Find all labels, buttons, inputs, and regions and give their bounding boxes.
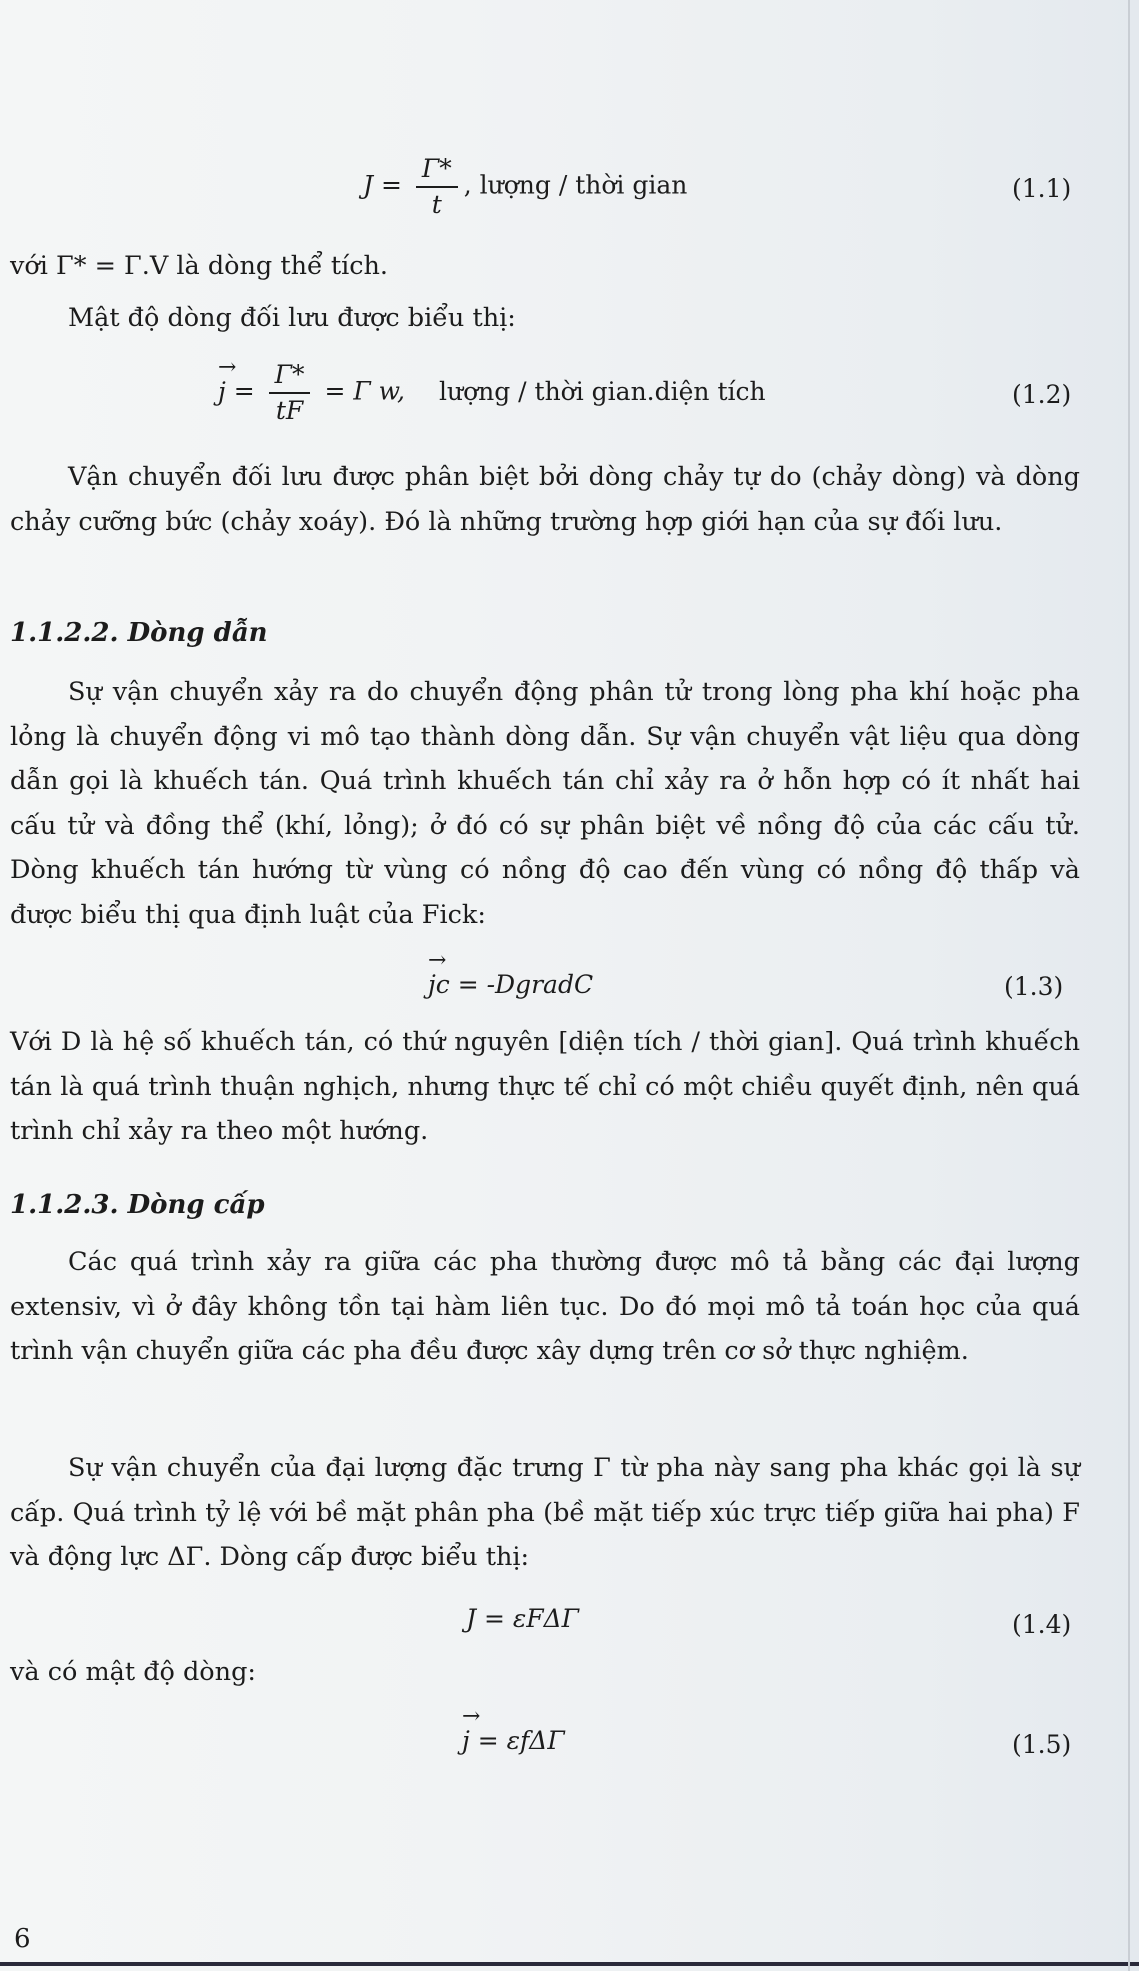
eq1-denominator: t [431, 190, 442, 219]
eq3-rhs: = -DgradC [457, 970, 594, 999]
eq1-text: , lượng / thời gian [463, 170, 688, 200]
equation-number-1-1: (1.1) [1012, 174, 1072, 203]
paragraph-convection-types: Vận chuyển đối lưu được phân biệt bởi dòng chảy tự do (chảy dòng) và dòng chảy cưỡng bức (chảy xoáy). Đó là những trường hợp giới hạn của sự đối lưu. [10, 462, 1080, 537]
equation-1-4 [466, 1604, 579, 1633]
eq2-denominator: tF [275, 396, 304, 425]
equation-number-1-4: (1.4) [1012, 1610, 1072, 1639]
paragraph-flux-definition: với Γ* = Γ.V là dòng thể tích. [10, 251, 389, 281]
eq2-vector-j: → j [218, 377, 226, 406]
eq2-rhs: = Γ w, [324, 376, 406, 406]
eq5-rhs: = εfΔΓ [477, 1726, 565, 1755]
eq2-numerator: Γ* [269, 358, 311, 394]
paragraph-diffusion-coefficient: Với D là hệ số khuếch tán, có thứ nguyên [diện tích / thời gian]. Quá trình khuếch tán là quá trình thuận nghịch, nhưng thực tế chỉ có một chiều quyết định, nên quá trình chỉ xảy ra theo một hướng. [10, 1027, 1080, 1146]
section-heading-mass-transfer: 1.1.2.3. Dòng cấp [10, 1190, 265, 1220]
paragraph-flux-density-intro: và có mật độ dòng: [10, 1657, 256, 1687]
eq2-fraction [269, 358, 311, 428]
equation-number-1-5: (1.5) [1012, 1730, 1072, 1759]
equation-1-5 [462, 1726, 565, 1755]
paragraph-interphase-processes: Các quá trình xảy ra giữa các pha thường được mô tả bằng các đại lượng extensiv, vì ở đây không tồn tại hàm liên tục. Do đó mọi mô tả toán học của quá trình vận chuyển giữa các pha đều được xây dựng trên cơ sở thực nghiệm. [10, 1247, 1080, 1366]
eq2-equals: = [233, 376, 255, 406]
eq1-fraction [416, 152, 458, 222]
paragraph-diffusion: Sự vận chuyển xảy ra do chuyển động phân tử trong lòng pha khí hoặc pha lỏng là chuyển động vi mô tạo thành dòng dẫn. Sự vận chuyển vật liệu qua dòng dẫn gọi là khuếch tán. Quá trình khuếch tán chỉ xảy ra ở hỗn hợp có ít nhất hai cấu tử và đồng thể (khí, lỏng); ở đó có sự phân biệt về nồng độ của các cấu tử. Dòng khuếch tán hướng từ vùng có nồng độ cao đến vùng có nồng độ thấp và được biểu thị qua định luật của Fick: [10, 677, 1080, 930]
equation-1-2 [218, 358, 766, 428]
equation-1-3 [428, 970, 593, 999]
eq4-expression: J = εFΔΓ [466, 1604, 580, 1633]
eq3-vector-jc: → jc [428, 970, 450, 999]
eq1-lhs: J = [363, 170, 402, 200]
eq1-numerator: Γ* [416, 152, 458, 188]
paragraph-convective-density-intro: Mật độ dòng đối lưu được biểu thị: [68, 303, 516, 333]
paragraph-mass-transfer-definition: Sự vận chuyển của đại lượng đặc trưng Γ từ pha này sang pha khác gọi là sự cấp. Quá trình tỷ lệ với bề mặt phân pha (bề mặt tiếp xúc trực tiếp giữa hai pha) F và động lực ΔΓ. Dòng cấp được biểu thị: [10, 1453, 1080, 1572]
page-right-edge [1128, 0, 1130, 1971]
equation-1-1 [363, 152, 687, 222]
equation-number-1-2: (1.2) [1012, 380, 1072, 409]
page-bottom-edge [0, 1962, 1139, 1966]
page-number: 6 [14, 1924, 31, 1954]
eq5-vector-j: → j [462, 1726, 470, 1755]
equation-number-1-3: (1.3) [1004, 972, 1064, 1001]
eq2-text: lượng / thời gian.diện tích [438, 376, 766, 406]
section-heading-conduction: 1.1.2.2. Dòng dẫn [10, 618, 268, 648]
